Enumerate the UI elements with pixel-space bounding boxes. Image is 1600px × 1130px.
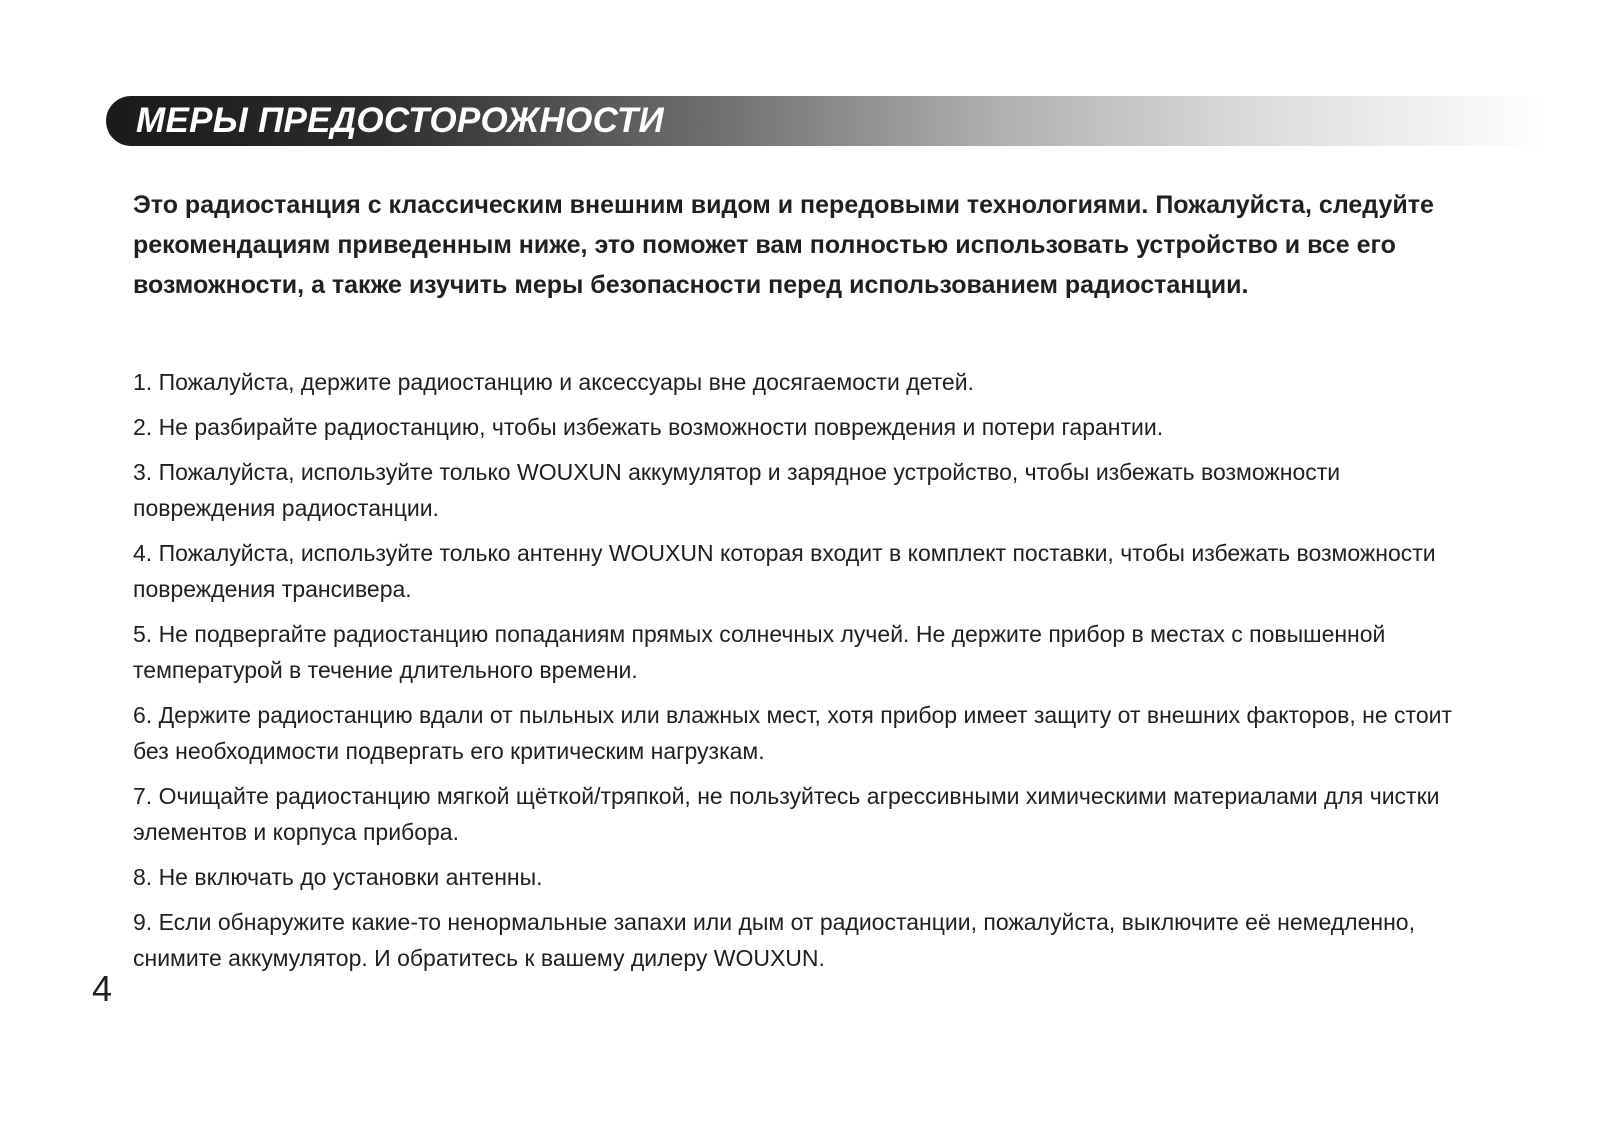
intro-paragraph: Это радиостанция с классическим внешним видом и передовыми технологиями. Пожалуйста, следуйте рекомендациям приведенным ниже, это поможет вам полностью использовать устройство и все его возможности, а также изучить меры безопасности перед использованием радиостанции. xyxy=(133,191,1434,299)
precautions-list xyxy=(133,364,1463,985)
page-number: 4 xyxy=(92,968,113,1009)
precaution-item-6: 6. Держите радиостанцию вдали от пыльных или влажных мест, хотя прибор имеет защиту от внешних факторов, не стоит без необходимости подвергать его критическим нагрузкам. xyxy=(133,702,1453,764)
precaution-item-8: 8. Не включать до установки антенны. xyxy=(133,864,543,890)
precaution-item-1: 1. Пожалуйста, держите радиостанцию и аксессуары вне досягаемости детей. xyxy=(133,369,974,395)
precaution-item-7: 7. Очищайте радиостанцию мягкой щёткой/тряпкой, не пользуйтесь агрессивными химическими материалами для чистки элементов и корпуса прибора. xyxy=(133,783,1440,845)
precaution-item-9: 9. Если обнаружите какие-то ненормальные запахи или дым от радиостанции, пожалуйста, выключите её немедленно, снимите аккумулятор. И обратитесь к вашему дилеру WOUXUN. xyxy=(133,909,1415,971)
precaution-item-2: 2. Не разбирайте радиостанцию, чтобы избежать возможности повреждения и потери гарантии. xyxy=(133,414,1164,440)
section-header-bar xyxy=(106,96,1546,146)
precaution-item-5: 5. Не подвергайте радиостанцию попаданиям прямых солнечных лучей. Не держите прибор в местах с повышенной температурой в течение длительного времени. xyxy=(133,621,1386,683)
precaution-item-4: 4. Пожалуйста, используйте только антенну WOUXUN которая входит в комплект поставки, чтобы избежать возможности повреждения трансивера. xyxy=(133,540,1436,602)
precaution-item-3: 3. Пожалуйста, используйте только WOUXUN аккумулятор и зарядное устройство, чтобы избежать возможности повреждения радиостанции. xyxy=(133,459,1341,521)
section-title: МЕРЫ ПРЕДОСТОРОЖНОСТИ xyxy=(136,101,665,140)
